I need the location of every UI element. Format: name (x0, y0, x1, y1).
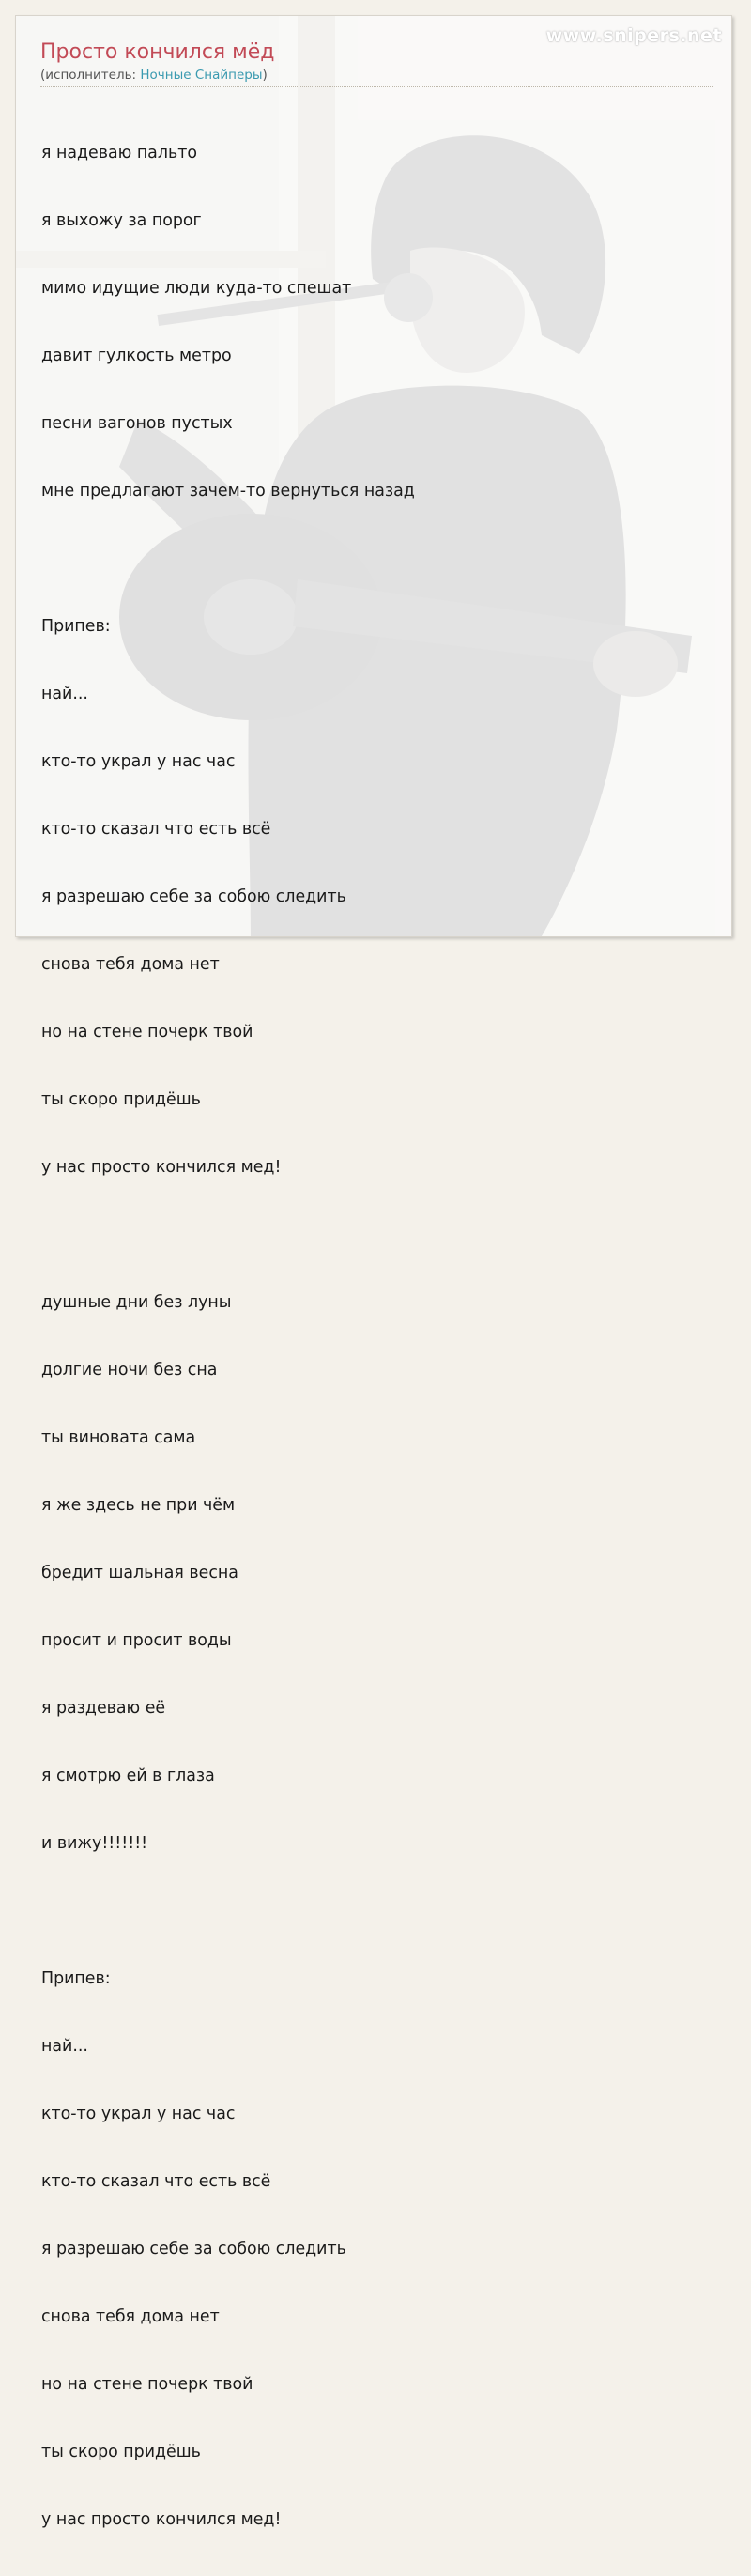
lyric-line: кто-то сказал что есть всё (41, 820, 271, 839)
lyric-line: я надеваю пальто (41, 144, 197, 162)
artist-link[interactable]: Ночные Снайперы (140, 68, 263, 83)
lyric-line: най... (41, 2037, 88, 2056)
lyric-line: бредит шальная весна (41, 1564, 238, 1582)
lyric-line: песни вагонов пустых (41, 414, 233, 433)
lyrics-card (15, 15, 732, 2529)
lyric-line: давит гулкость метро (41, 347, 232, 365)
lyric-line: мне предлагают зачем-то вернуться назад (41, 482, 415, 501)
artist-prefix: (исполнитель: (40, 68, 141, 83)
artist-line (40, 68, 268, 83)
lyric-line: но на стене почерк твой (41, 2375, 253, 2394)
lyrics-text (41, 97, 415, 2576)
lyric-line: я раздеваю её (41, 1699, 166, 1718)
lyric-line: ты виновата сама (41, 1428, 196, 1447)
lyric-line: и вижу!!!!!!! (41, 1834, 148, 1853)
lyric-line: я разрешаю себе за собою следить (41, 887, 346, 906)
lyric-line: долгие ночи без сна (41, 1361, 218, 1380)
lyric-line: Припев: (41, 617, 111, 636)
lyric-line: най... (41, 685, 88, 703)
lyric-line: снова тебя дома нет (41, 955, 220, 974)
lyric-line: душные дни без луны (41, 1293, 232, 1312)
artist-suffix: ) (262, 68, 268, 83)
lyric-line: кто-то украл у нас час (41, 2105, 236, 2123)
lyric-blank-line (41, 1900, 415, 1922)
lyric-line: я выхожу за порог (41, 211, 202, 230)
lyric-line: снова тебя дома нет (41, 2307, 220, 2326)
lyric-line: ты скоро придёшь (41, 1090, 201, 1109)
song-title: Просто кончился мёд (40, 40, 275, 64)
lyric-line: у нас просто кончился мед! (41, 1158, 282, 1177)
lyric-blank-line (41, 548, 415, 570)
lyric-line: мимо идущие люди куда-то спешат (41, 279, 352, 298)
lyric-line: у нас просто кончился мед! (41, 2510, 282, 2529)
lyric-line: кто-то украл у нас час (41, 752, 236, 771)
lyric-line: кто-то сказал что есть всё (41, 2172, 271, 2191)
site-watermark: www.snipers.net (545, 25, 722, 46)
lyric-line: я смотрю ей в глаза (41, 1766, 215, 1785)
lyric-line: ты скоро придёшь (41, 2443, 201, 2461)
lyric-line: просит и просит воды (41, 1631, 232, 1650)
lyric-blank-line (41, 1224, 415, 1246)
lyric-line: Припев: (41, 1969, 111, 1988)
header-divider (40, 86, 713, 87)
lyric-line: я разрешаю себе за собою следить (41, 2240, 346, 2259)
lyric-line: я же здесь не при чём (41, 1496, 236, 1515)
lyric-line: но на стене почерк твой (41, 1023, 253, 1041)
